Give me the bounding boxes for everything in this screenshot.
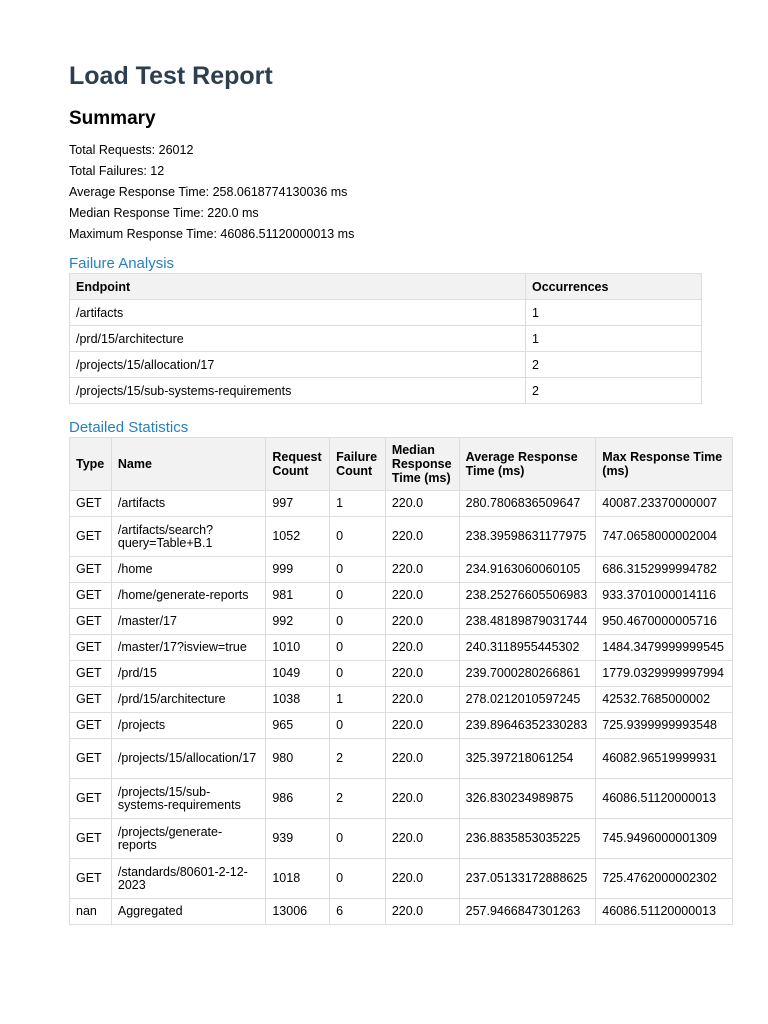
request-count-cell: 986 <box>266 779 330 819</box>
request-count-cell: 13006 <box>266 899 330 925</box>
average-response-cell: 234.9163060060105 <box>459 557 596 583</box>
average-response-cell: 237.05133172888625 <box>459 859 596 899</box>
average-response-cell: 325.397218061254 <box>459 739 596 779</box>
failure-count-cell: 0 <box>330 859 386 899</box>
type-cell: nan <box>70 899 112 925</box>
column-header-occurrences: Occurrences <box>526 274 702 300</box>
average-response-cell: 238.39598631177975 <box>459 517 596 557</box>
failure-count-cell: 0 <box>330 557 386 583</box>
table-row <box>70 557 733 583</box>
detailed-statistics-heading: Detailed Statistics <box>69 419 189 436</box>
median-response-time: Median Response Time: 220.0 ms <box>69 206 259 220</box>
table-row <box>70 300 702 326</box>
endpoint-cell: /projects/15/sub-systems-requirements <box>70 378 526 404</box>
max-response-cell: 1484.3479999999545 <box>596 635 733 661</box>
occurrences-cell: 1 <box>526 326 702 352</box>
failure-count-cell: 0 <box>330 713 386 739</box>
table-row <box>70 687 733 713</box>
summary-heading: Summary <box>69 108 156 129</box>
failure-count-cell: 0 <box>330 583 386 609</box>
name-cell: /master/17 <box>111 609 265 635</box>
average-response-cell: 236.8835853035225 <box>459 819 596 859</box>
table-row <box>70 491 733 517</box>
table-row <box>70 583 733 609</box>
name-cell: /projects/generate-reports <box>111 819 265 859</box>
table-row <box>70 378 702 404</box>
type-cell: GET <box>70 517 112 557</box>
max-response-cell: 46086.51120000013 <box>596 899 733 925</box>
table-row <box>70 859 733 899</box>
failure-count-cell: 0 <box>330 635 386 661</box>
request-count-cell: 1049 <box>266 661 330 687</box>
failure-count-cell: 2 <box>330 779 386 819</box>
table-row <box>70 661 733 687</box>
request-count-cell: 981 <box>266 583 330 609</box>
total-failures: Total Failures: 12 <box>69 164 165 178</box>
table-row <box>70 635 733 661</box>
name-cell: /home <box>111 557 265 583</box>
name-cell: Aggregated <box>111 899 265 925</box>
max-response-cell: 46086.51120000013 <box>596 779 733 819</box>
endpoint-cell: /artifacts <box>70 300 526 326</box>
median-response-cell: 220.0 <box>385 859 459 899</box>
name-cell: /artifacts/search?query=Table+B.1 <box>111 517 265 557</box>
name-cell: /prd/15 <box>111 661 265 687</box>
request-count-cell: 965 <box>266 713 330 739</box>
occurrences-cell: 2 <box>526 352 702 378</box>
type-cell: GET <box>70 739 112 779</box>
type-cell: GET <box>70 557 112 583</box>
table-row <box>70 779 733 819</box>
average-response-cell: 257.9466847301263 <box>459 899 596 925</box>
failure-count-cell: 1 <box>330 491 386 517</box>
type-cell: GET <box>70 687 112 713</box>
name-cell: /home/generate-reports <box>111 583 265 609</box>
max-response-cell: 747.0658000002004 <box>596 517 733 557</box>
request-count-cell: 997 <box>266 491 330 517</box>
table-row <box>70 713 733 739</box>
median-response-cell: 220.0 <box>385 609 459 635</box>
type-cell: GET <box>70 713 112 739</box>
failure-count-cell: 1 <box>330 687 386 713</box>
max-response-cell: 46082.96519999931 <box>596 739 733 779</box>
name-cell: /projects/15/sub-systems-requirements <box>111 779 265 819</box>
average-response-cell: 240.3118955445302 <box>459 635 596 661</box>
max-response-cell: 1779.0329999997994 <box>596 661 733 687</box>
request-count-cell: 1052 <box>266 517 330 557</box>
table-row <box>70 899 733 925</box>
failure-analysis-heading: Failure Analysis <box>69 255 175 272</box>
column-header-type: Type <box>70 438 112 491</box>
occurrences-cell: 2 <box>526 378 702 404</box>
failure-count-cell: 0 <box>330 517 386 557</box>
detail-table-body <box>70 491 733 925</box>
failure-table <box>69 273 702 404</box>
type-cell: GET <box>70 609 112 635</box>
max-response-cell: 950.4670000005716 <box>596 609 733 635</box>
column-header-average-response: Average Response Time (ms) <box>459 438 596 491</box>
type-cell: GET <box>70 491 112 517</box>
request-count-cell: 999 <box>266 557 330 583</box>
max-response-cell: 725.4762000002302 <box>596 859 733 899</box>
median-response-cell: 220.0 <box>385 635 459 661</box>
max-response-time: Maximum Response Time: 46086.51120000013 ms <box>69 227 355 241</box>
average-response-cell: 239.89646352330283 <box>459 713 596 739</box>
average-response-cell: 238.25276605506983 <box>459 583 596 609</box>
table-row <box>70 352 702 378</box>
occurrences-cell: 1 <box>526 300 702 326</box>
column-header-name: Name <box>111 438 265 491</box>
median-response-cell: 220.0 <box>385 687 459 713</box>
request-count-cell: 980 <box>266 739 330 779</box>
max-response-cell: 42532.7685000002 <box>596 687 733 713</box>
request-count-cell: 1018 <box>266 859 330 899</box>
failure-count-cell: 0 <box>330 661 386 687</box>
average-response-time: Average Response Time: 258.0618774130036 ms <box>69 185 348 199</box>
failure-table-body <box>70 300 702 404</box>
failure-count-cell: 6 <box>330 899 386 925</box>
failure-count-cell: 2 <box>330 739 386 779</box>
column-header-request-count: Request Count <box>266 438 330 491</box>
request-count-cell: 1010 <box>266 635 330 661</box>
failure-header-row <box>70 274 702 300</box>
max-response-cell: 933.3701000014116 <box>596 583 733 609</box>
column-header-endpoint: Endpoint <box>70 274 526 300</box>
max-response-cell: 686.3152999994782 <box>596 557 733 583</box>
summary-stats <box>69 141 354 246</box>
median-response-cell: 220.0 <box>385 517 459 557</box>
average-response-cell: 278.0212010597245 <box>459 687 596 713</box>
median-response-cell: 220.0 <box>385 899 459 925</box>
name-cell: /projects/15/allocation/17 <box>111 739 265 779</box>
table-row <box>70 609 733 635</box>
median-response-cell: 220.0 <box>385 557 459 583</box>
median-response-cell: 220.0 <box>385 583 459 609</box>
request-count-cell: 992 <box>266 609 330 635</box>
column-header-max-response: Max Response Time (ms) <box>596 438 733 491</box>
average-response-cell: 238.48189879031744 <box>459 609 596 635</box>
type-cell: GET <box>70 583 112 609</box>
median-response-cell: 220.0 <box>385 819 459 859</box>
max-response-cell: 40087.23370000007 <box>596 491 733 517</box>
table-row <box>70 517 733 557</box>
column-header-failure-count: Failure Count <box>330 438 386 491</box>
average-response-cell: 326.830234989875 <box>459 779 596 819</box>
median-response-cell: 220.0 <box>385 739 459 779</box>
type-cell: GET <box>70 819 112 859</box>
average-response-cell: 280.7806836509647 <box>459 491 596 517</box>
median-response-cell: 220.0 <box>385 491 459 517</box>
detailed-statistics-table <box>69 437 733 925</box>
median-response-cell: 220.0 <box>385 713 459 739</box>
name-cell: /prd/15/architecture <box>111 687 265 713</box>
median-response-cell: 220.0 <box>385 661 459 687</box>
request-count-cell: 939 <box>266 819 330 859</box>
page-title: Load Test Report <box>69 62 273 90</box>
request-count-cell: 1038 <box>266 687 330 713</box>
total-requests: Total Requests: 26012 <box>69 143 194 157</box>
table-row <box>70 739 733 779</box>
max-response-cell: 725.9399999993548 <box>596 713 733 739</box>
max-response-cell: 745.9496000001309 <box>596 819 733 859</box>
type-cell: GET <box>70 635 112 661</box>
endpoint-cell: /prd/15/architecture <box>70 326 526 352</box>
type-cell: GET <box>70 859 112 899</box>
column-header-median-response: Median Response Time (ms) <box>385 438 459 491</box>
detail-header-row <box>70 438 733 491</box>
failure-count-cell: 0 <box>330 819 386 859</box>
table-row <box>70 819 733 859</box>
median-response-cell: 220.0 <box>385 779 459 819</box>
name-cell: /standards/80601-2-12-2023 <box>111 859 265 899</box>
failure-count-cell: 0 <box>330 609 386 635</box>
table-row <box>70 326 702 352</box>
name-cell: /artifacts <box>111 491 265 517</box>
endpoint-cell: /projects/15/allocation/17 <box>70 352 526 378</box>
average-response-cell: 239.7000280266861 <box>459 661 596 687</box>
name-cell: /master/17?isview=true <box>111 635 265 661</box>
name-cell: /projects <box>111 713 265 739</box>
type-cell: GET <box>70 779 112 819</box>
type-cell: GET <box>70 661 112 687</box>
